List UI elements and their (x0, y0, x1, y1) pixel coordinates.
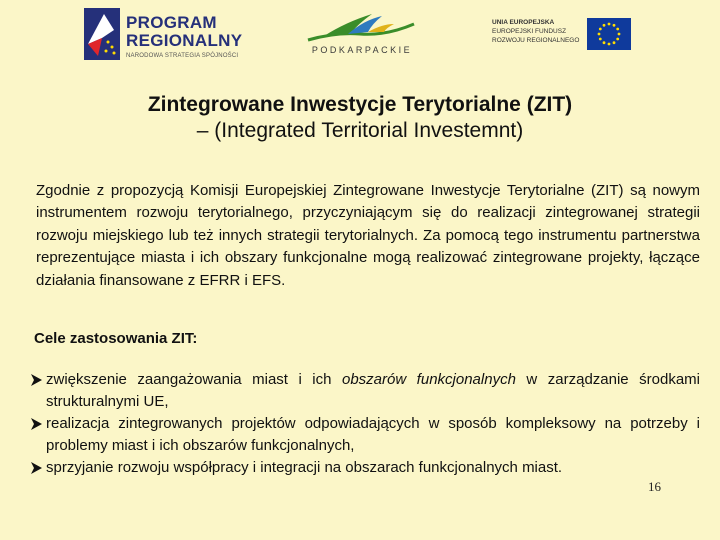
podkarpackie-text: PODKARPACKIE (311, 45, 413, 55)
list-item (30, 369, 700, 413)
eu-flag-icon (587, 18, 631, 50)
podkarpackie-logo (302, 10, 422, 60)
goal-text: zwiększenie zaangażowania miast i ich (46, 371, 342, 388)
goal-text: sprzyjanie rozwoju współpracy i integracji na obszarach funkcjonalnych miast. (46, 459, 563, 476)
eu-logo-line3: ROZWOJU REGIONALNEGO (492, 37, 580, 44)
program-logo-line1: PROGRAM (126, 13, 217, 32)
list-item (30, 457, 700, 479)
eu-logo-line2: EUROPEJSKI FUNDUSZ (492, 28, 567, 35)
goal-text: realizacja zintegrowanych projektów odpowiadających w sposób kompleksowy na potrzeby i problemy miast i ich obszarów funkcjonalnych, (46, 415, 700, 454)
goal-text-end: w zarządzanie środkami strukturalnymi UE, (46, 371, 700, 410)
title-line1: Zintegrowane Inwestycje Terytorialne (ZIT) (147, 93, 573, 116)
goal-italic-text: obszarów funkcjonalnych (341, 371, 516, 388)
goals-heading: Cele zastosowania ZIT: (34, 330, 198, 347)
eu-logo-line1: UNIA EUROPEJSKA (492, 19, 555, 26)
slide-title (30, 92, 690, 144)
page-number: 16 (648, 479, 661, 494)
program-regionalny-emblem-icon (84, 8, 120, 60)
program-regionalny-logo (84, 8, 242, 60)
podkarpackie-hills-icon (302, 10, 422, 44)
goals-list (30, 369, 700, 479)
intro-paragraph: Zgodnie z propozycją Komisji Europejskiej Zintegrowane Inwestycje Terytorialne (ZIT) są nowym instrumentem rozwoju terytorialnego, przyczyniającym się do realizacji zintegrowanej strategii rozwoju miejskiego lub też innych strategii terytorialnych. Za pomocą tego instrumentu partnerstwa reprezentujące miasta i ich obszary funkcjonalne mogą realizować zintegrowane projekty, łączące działania finansowane z EFRR i EFS. (36, 182, 700, 289)
arrow-bullet-icon (30, 373, 43, 387)
title-line2: – (Integrated Territorial Investemnt) (196, 119, 524, 142)
program-logo-subtitle: NARODOWA STRATEGIA SPÓJNOŚCI (126, 53, 239, 59)
list-item (30, 413, 700, 457)
arrow-bullet-icon (30, 417, 43, 431)
program-logo-line2: REGIONALNY (126, 31, 243, 50)
eu-fund-logo (492, 18, 631, 50)
arrow-bullet-icon (30, 461, 43, 475)
